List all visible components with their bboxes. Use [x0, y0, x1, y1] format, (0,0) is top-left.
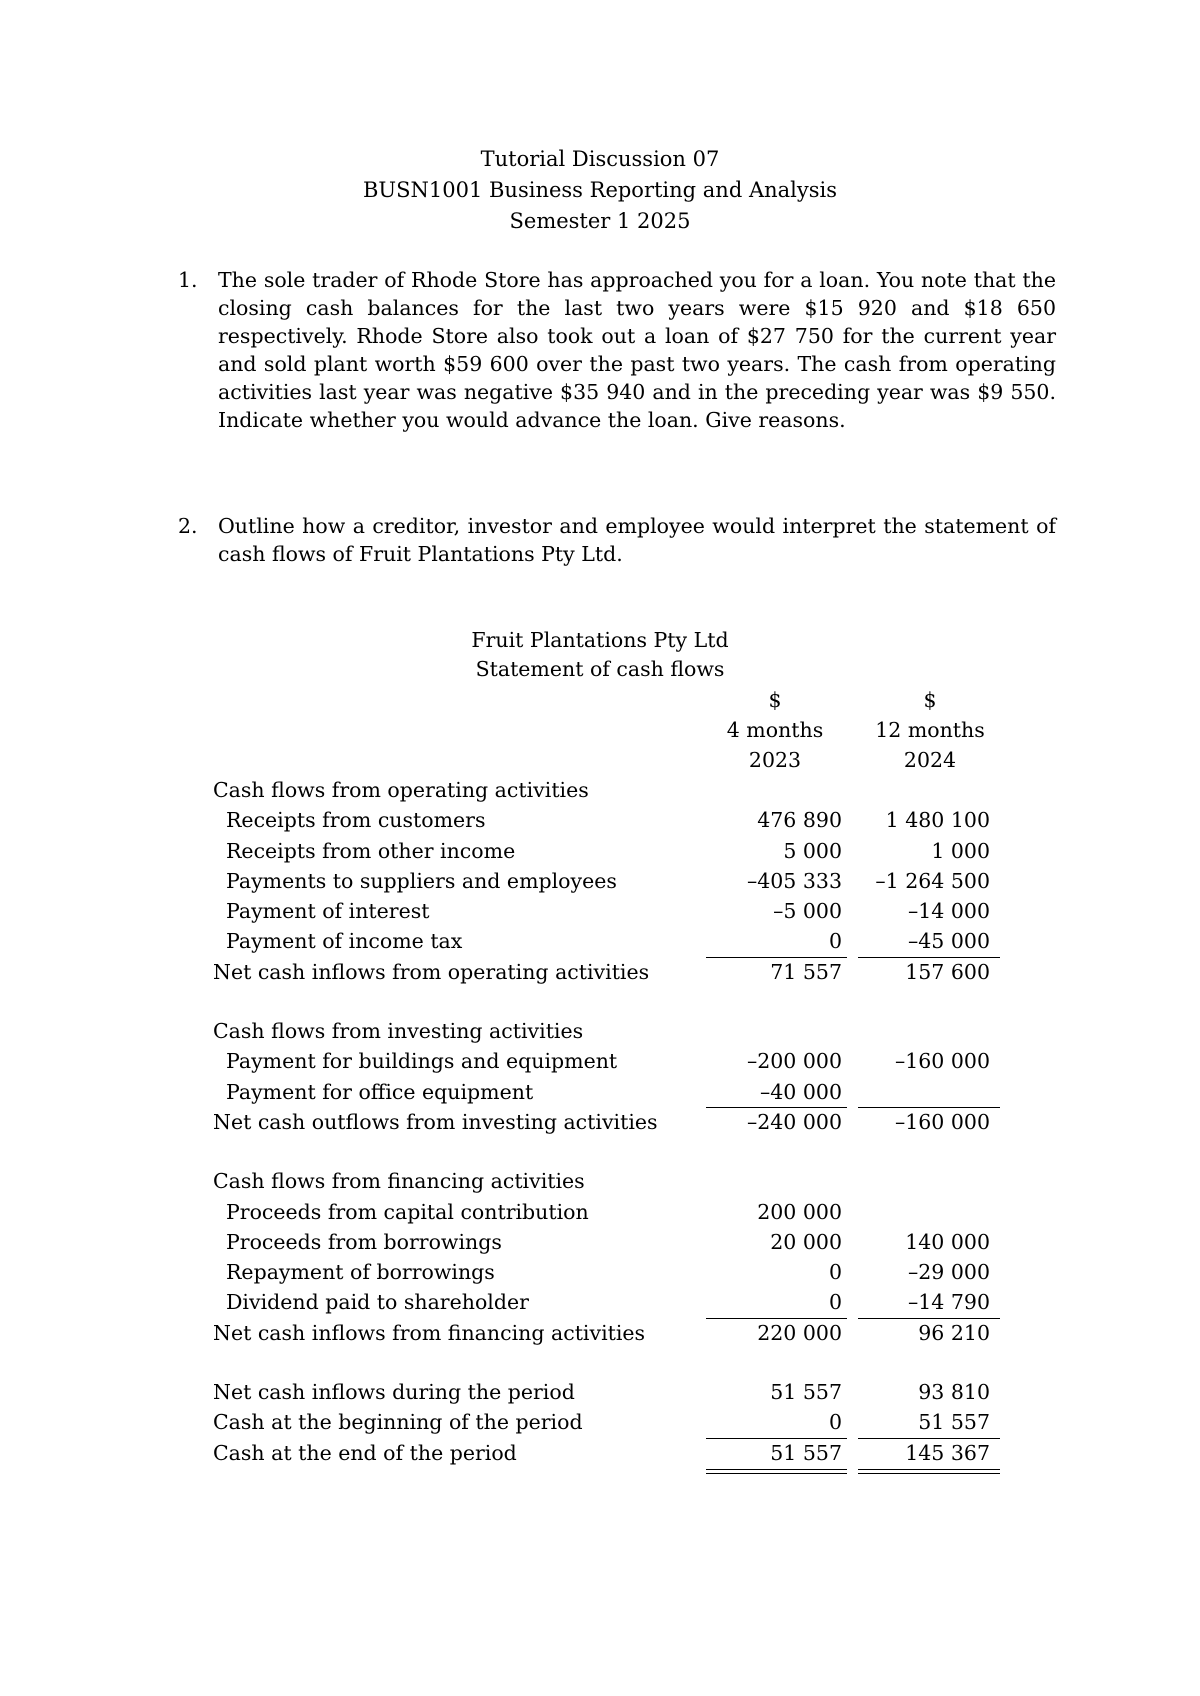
- statement-title: Statement of cash flows: [475, 657, 725, 681]
- question-text: The sole trader of Rhode Store has approached you for a loan. You note that the closing cash balances for the last two years were $15 920 and $18 650 respectively. Rhode Store also took out a loan of $27 750 for the current year and sold plant worth $59 600 over the past two years. The cash from operating activities last year was negative $35 940 and in the preceding year was $9 550. Indicate whether you would advance the loan. Give reasons.: [218, 268, 1056, 432]
- value-2023: –200 000: [746, 1049, 842, 1074]
- statement-company: Fruit Plantations Pty Ltd: [471, 628, 729, 652]
- document-header: [0, 144, 1200, 237]
- subtotal-rule: [858, 1107, 1000, 1108]
- row-label: Net cash inflows during the period: [213, 1380, 575, 1405]
- question-text: Outline how a creditor, investor and employee would interpret the statement of cash flows of Fruit Plantations Pty Ltd.: [218, 514, 1056, 566]
- subtotal-rule: [706, 1318, 847, 1319]
- row-label: Repayment of borrowings: [226, 1260, 495, 1285]
- line-item: [213, 836, 1013, 866]
- value-2023: 220 000: [757, 1320, 842, 1345]
- column-year: 2024: [903, 748, 957, 772]
- section-total: [213, 1318, 1013, 1348]
- question-number: 1.: [178, 268, 198, 292]
- line-item: [213, 1287, 1013, 1317]
- column-currency: $: [923, 688, 937, 712]
- row-label: Payment for office equipment: [226, 1079, 534, 1104]
- subtotal-rule: [706, 1438, 847, 1439]
- row-label: Receipts from customers: [226, 808, 486, 833]
- row-label: Payments to suppliers and employees: [226, 868, 617, 893]
- value-2023: –5 000: [773, 899, 842, 924]
- row-label: Proceeds from borrowings: [226, 1229, 502, 1254]
- section-heading: [213, 1016, 1013, 1046]
- value-2024: 96 210: [918, 1320, 990, 1345]
- line-item: [213, 926, 1013, 956]
- value-2024: 93 810: [918, 1380, 990, 1405]
- value-2023: 0: [828, 1290, 842, 1315]
- row-label: Cash at the end of the period: [213, 1440, 517, 1465]
- value-2023: 51 557: [770, 1440, 842, 1465]
- subtotal-rule: [858, 957, 1000, 958]
- row-label: Cash at the beginning of the period: [213, 1410, 583, 1435]
- tutorial-title: Tutorial Discussion 07: [480, 147, 720, 171]
- value-2023: 0: [828, 1260, 842, 1285]
- value-2024: –14 000: [908, 899, 990, 924]
- semester-label: Semester 1 2025: [509, 209, 691, 233]
- row-label: Net cash inflows from operating activities: [213, 959, 650, 984]
- double-underline: [706, 1469, 847, 1474]
- row-label: Payment of interest: [226, 899, 430, 924]
- line-item: [213, 866, 1013, 896]
- column-period: 12 months: [875, 718, 985, 742]
- value-2023: 71 557: [770, 959, 842, 984]
- value-2023: –405 333: [746, 868, 842, 893]
- value-2024: –160 000: [894, 1049, 990, 1074]
- value-2024: 1 000: [931, 838, 990, 863]
- column-currency: $: [768, 688, 782, 712]
- subtotal-rule: [858, 1438, 1000, 1439]
- line-item: [213, 1077, 1013, 1107]
- line-item: [213, 1197, 1013, 1227]
- column-year: 2023: [748, 748, 802, 772]
- subtotal-rule: [858, 1318, 1000, 1319]
- row-label: Net cash outflows from investing activities: [213, 1109, 658, 1134]
- column-heading-2024: [860, 685, 1000, 775]
- row-label: Dividend paid to shareholder: [226, 1290, 529, 1315]
- cash-flow-table: [213, 775, 1013, 1468]
- section-total: [213, 957, 1013, 987]
- value-2023: 0: [828, 1410, 842, 1435]
- value-2023: 200 000: [757, 1199, 842, 1224]
- value-2024: 140 000: [905, 1229, 990, 1254]
- value-2024: –45 000: [908, 929, 990, 954]
- question-1: [178, 266, 1056, 434]
- value-2024: 1 480 100: [885, 808, 990, 833]
- summary-row: [213, 1377, 1013, 1407]
- row-label: Payment of income tax: [226, 929, 463, 954]
- row-label: Cash flows from operating activities: [213, 778, 589, 802]
- value-2024: –14 790: [908, 1290, 990, 1315]
- line-item: [213, 1227, 1013, 1257]
- subtotal-rule: [706, 957, 847, 958]
- section-heading: [213, 775, 1013, 805]
- value-2023: 5 000: [783, 838, 842, 863]
- section-heading: [213, 1166, 1013, 1196]
- row-label: Cash flows from financing activities: [213, 1169, 585, 1194]
- value-2024: –160 000: [894, 1109, 990, 1134]
- value-2024: 51 557: [918, 1410, 990, 1435]
- course-title: BUSN1001 Business Reporting and Analysis: [362, 178, 838, 202]
- value-2023: 20 000: [770, 1229, 842, 1254]
- double-underline: [858, 1469, 1000, 1474]
- question-2: [178, 512, 1056, 568]
- value-2024: 157 600: [905, 959, 990, 984]
- column-heading-2023: [705, 685, 845, 775]
- value-2024: –1 264 500: [875, 868, 990, 893]
- row-label: Net cash inflows from financing activities: [213, 1320, 646, 1345]
- section-total: [213, 1107, 1013, 1137]
- row-label: Proceeds from capital contribution: [226, 1199, 589, 1224]
- value-2023: –240 000: [746, 1109, 842, 1134]
- value-2024: –29 000: [908, 1260, 990, 1285]
- row-label: Cash flows from investing activities: [213, 1019, 584, 1044]
- summary-row: [213, 1407, 1013, 1437]
- subtotal-rule: [706, 1107, 847, 1108]
- column-period: 4 months: [726, 718, 824, 742]
- question-number: 2.: [178, 514, 198, 538]
- line-item: [213, 1257, 1013, 1287]
- summary-row: [213, 1438, 1013, 1468]
- value-2023: –40 000: [760, 1079, 842, 1104]
- value-2023: 51 557: [770, 1380, 842, 1405]
- row-label: Payment for buildings and equipment: [226, 1049, 618, 1074]
- line-item: [213, 805, 1013, 835]
- line-item: [213, 1046, 1013, 1076]
- value-2023: 0: [828, 929, 842, 954]
- value-2024: 145 367: [905, 1440, 990, 1465]
- value-2023: 476 890: [757, 808, 842, 833]
- line-item: [213, 896, 1013, 926]
- row-label: Receipts from other income: [226, 838, 516, 863]
